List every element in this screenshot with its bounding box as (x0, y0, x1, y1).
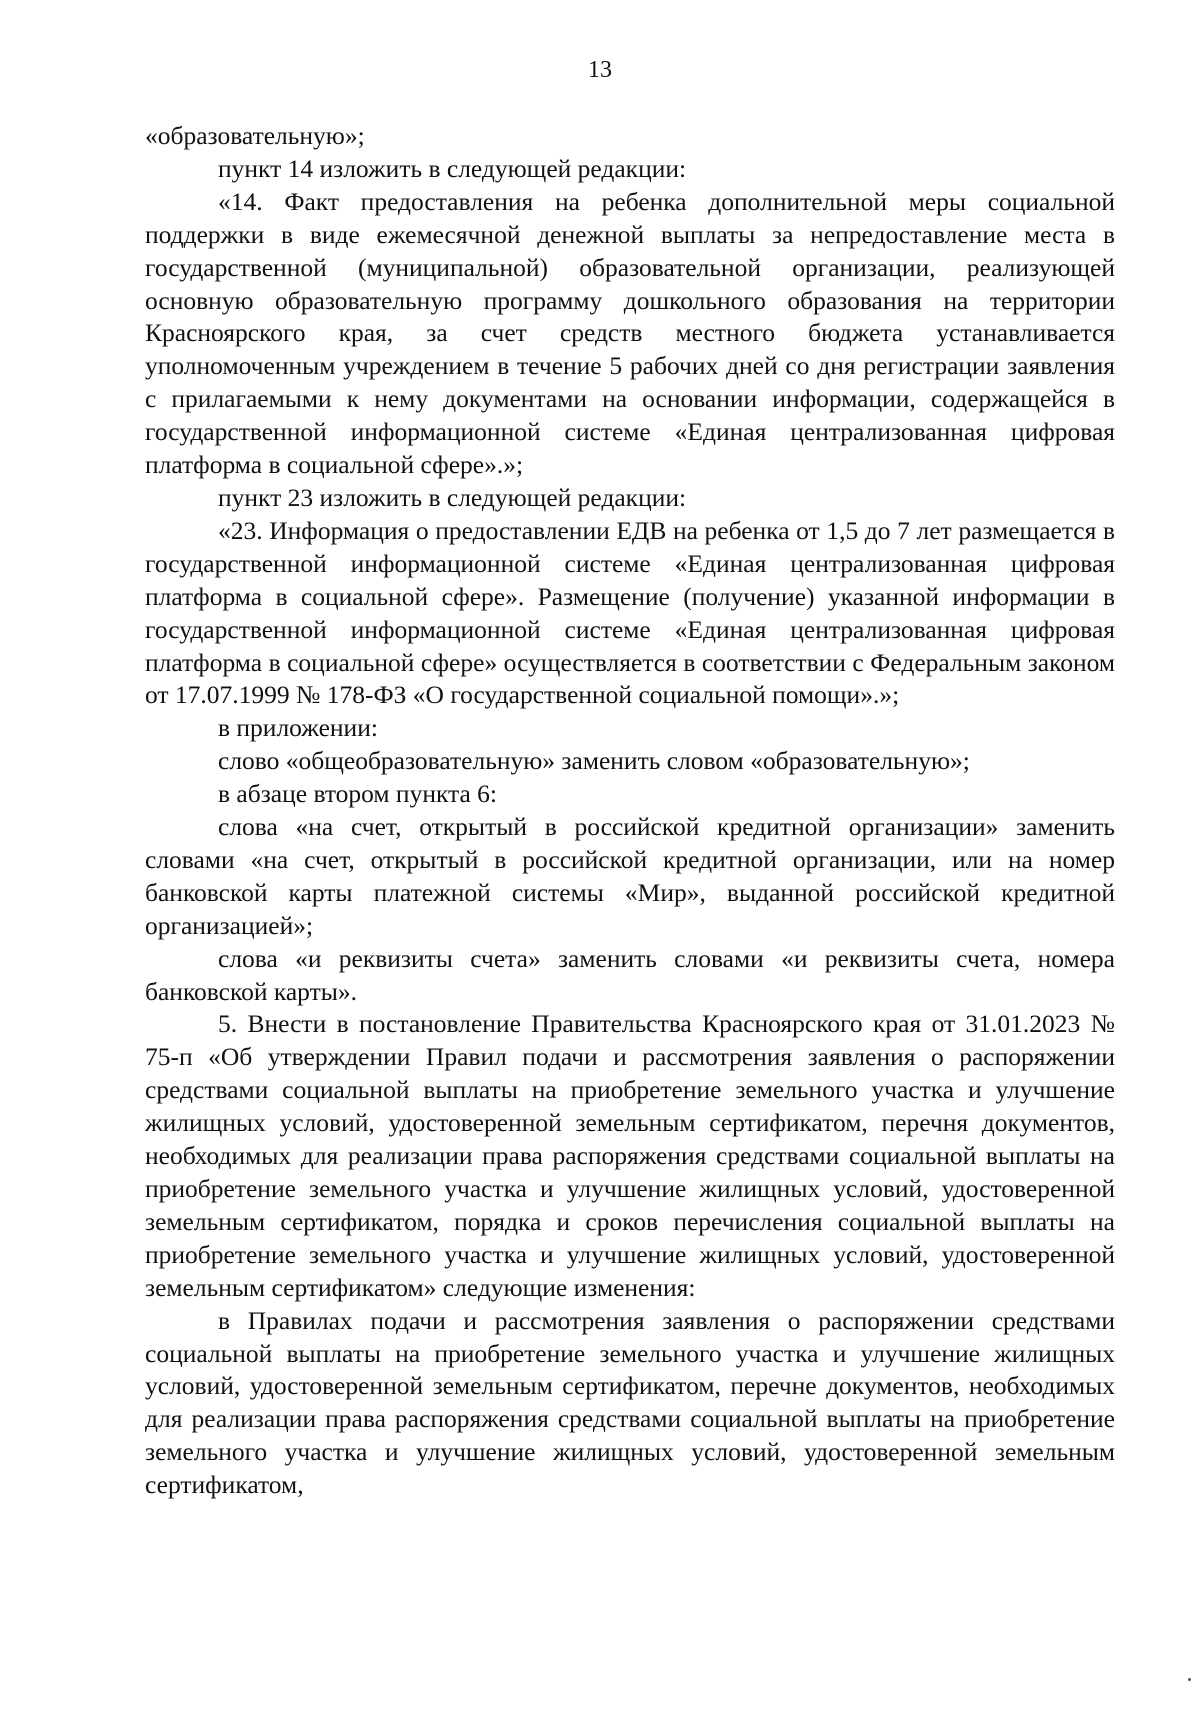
paragraph: слова «на счет, открытый в российской кредитной организации» заменить словами «на счет, открытый в российской кредитной организации, или на номер банковской карты платежной системы «Мир», выданной российской кредитной организацией»; (145, 812, 1115, 940)
paragraph: в приложении: (218, 713, 378, 743)
paragraph: пункт 14 изложить в следующей редакции: (218, 153, 687, 183)
paragraph: «23. Информация о предоставлении ЕДВ на ребенка от 1,5 до 7 лет размещается в государственной информационной системе «Единая централизованная цифровая платформа в социальной сфере». Размещение (получение) указанной информации в государственной информационной системе «Единая централизованная цифровая платформа в социальной сфере» осуществляется в соответствии с Федеральным законом от 17.07.1999 № 178-ФЗ «О государственной социальной помощи».»; (145, 515, 1115, 710)
paragraph: в Правилах подачи и рассмотрения заявления о распоряжении средствами социальной выплаты на приобретение земельного участка и улучшение жилищных условий, удостоверенной земельным сертификатом, перечне документов, необходимых для реализации права распоряжения средствами социальной выплаты на приобретение земельного участка и улучшение жилищных условий, удостоверенной земельным сертификатом, (145, 1305, 1115, 1500)
scan-speck (1188, 1678, 1191, 1681)
document-body (145, 120, 1115, 1502)
paragraph: «14. Факт предоставления на ребенка дополнительной меры социальной поддержки в виде ежемесячной денежной выплаты за непредоставление места в государственной (муниципальной) образовательной организации, реализующей основную образовательную программу дошкольного образования на территории Красноярского края, за счет средств местного бюджета устанавливается уполномоченным учреждением в течение 5 рабочих дней со дня регистрации заявления с прилагаемыми к нему документами на основании информации, содержащейся в государственной информационной системе «Единая централизованная цифровая платформа в социальной сфере».»; (145, 186, 1115, 480)
page-number: 13 (588, 57, 612, 83)
paragraph: пункт 23 изложить в следующей редакции: (218, 482, 687, 512)
paragraph: слово «общеобразовательную» заменить словом «образовательную»; (218, 746, 970, 776)
paragraph: в абзаце втором пункта 6: (218, 779, 498, 809)
paragraph: слова «и реквизиты счета» заменить словами «и реквизиты счета, номера банковской карты». (145, 943, 1115, 1006)
paragraph: «образовательную»; (145, 121, 365, 150)
paragraph: 5. Внести в постановление Правительства Красноярского края от 31.01.2023 № 75-п «Об утверждении Правил подачи и рассмотрения заявления о распоряжении средствами социальной выплаты на приобретение земельного участка и улучшение жилищных условий, удостоверенной земельным сертификатом, перечня документов, необходимых для реализации права распоряжения средствами социальной выплаты на приобретение земельного участка и улучшение жилищных условий, удостоверенной земельным сертификатом, порядка и сроков перечисления социальной выплаты на приобретение земельного участка и улучшение жилищных условий, удостоверенной земельным сертификатом» следующие изменения: (145, 1009, 1115, 1302)
